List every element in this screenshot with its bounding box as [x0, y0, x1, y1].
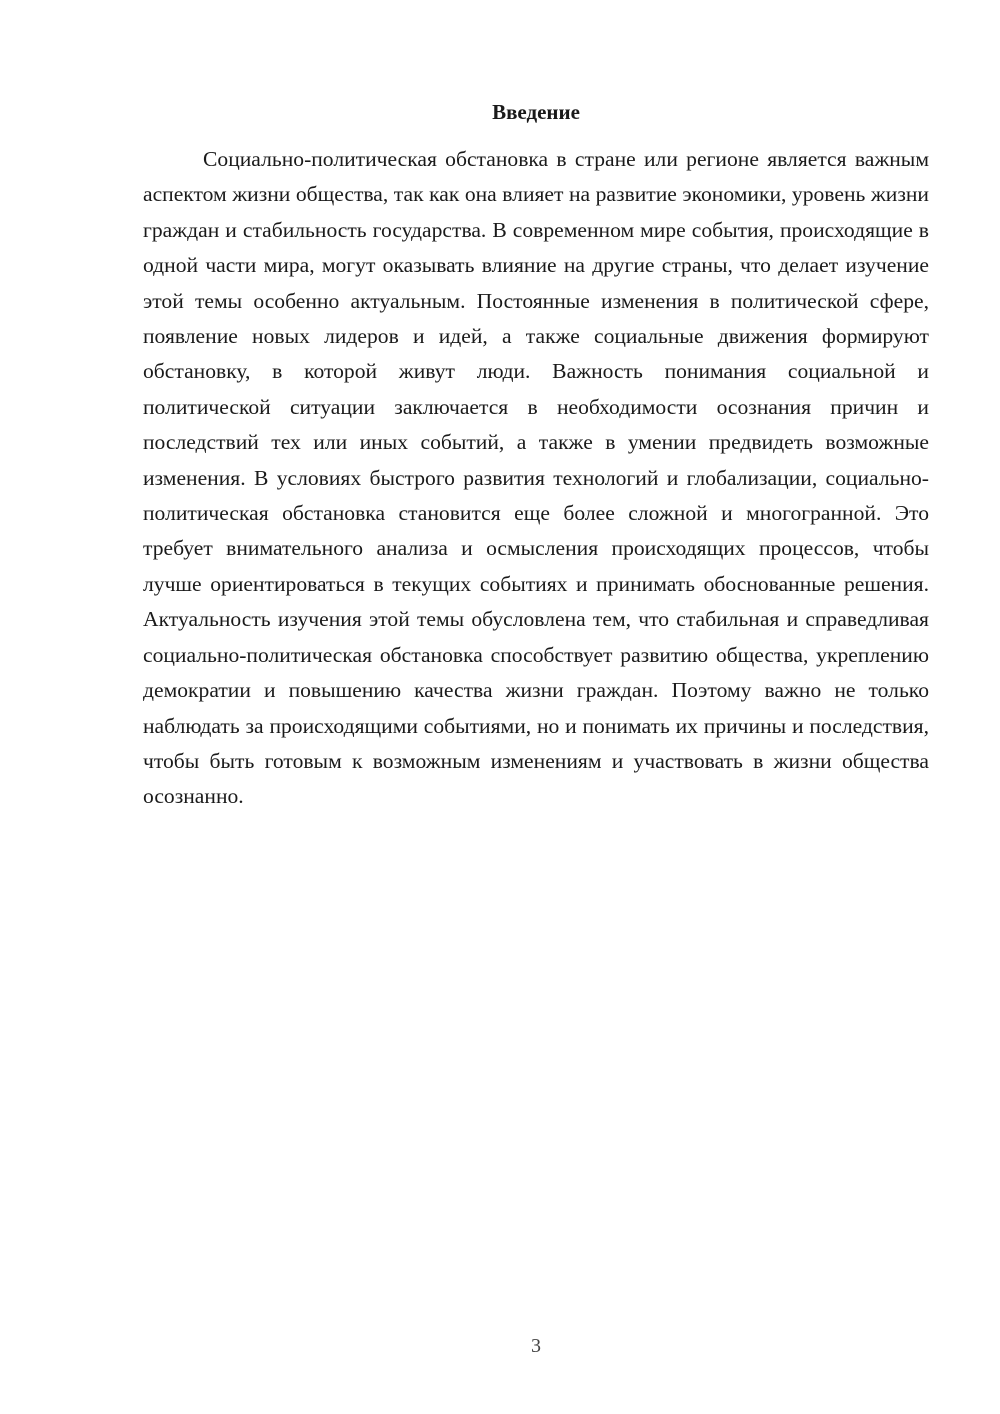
intro-paragraph: Социально-политическая обстановка в стране или регионе является важным аспектом жизни общества, так как она влияет на развитие экономики, уровень жизни граждан и стабильность государства. В современном мире события, происходящие в одной части мира, могут оказывать влияние на другие страны, что делает изучение этой темы особенно актуальным. Постоянные изменения в политической сфере, появление новых лидеров и идей, а также социальные движения формируют обстановку, в которой живут люди. Важность понимания социальной и политической ситуации заключается в необходимости осознания причин и последствий тех или иных событий, а также в умении предвидеть возможные изменения. В условиях быстрого развития технологий и глобализации, социально-политическая обстановка становится еще более сложной и многогранной. Это требует внимательного анализа и осмысления происходящих процессов, чтобы лучше ориентироваться в текущих событиях и принимать обоснованные решения. Актуальность изучения этой темы обусловлена тем, что стабильная и справедливая социально-политическая обстановка способствует развитию общества, укреплению демократии и повышению качества жизни граждан. Поэтому важно не только наблюдать за происходящими событиями, но и понимать их причины и последствия, чтобы быть готовым к возможным изменениям и участвовать в жизни общества осознанно. [143, 147, 929, 809]
page-number: 3 [531, 1335, 541, 1357]
section-heading: Введение [492, 100, 580, 124]
